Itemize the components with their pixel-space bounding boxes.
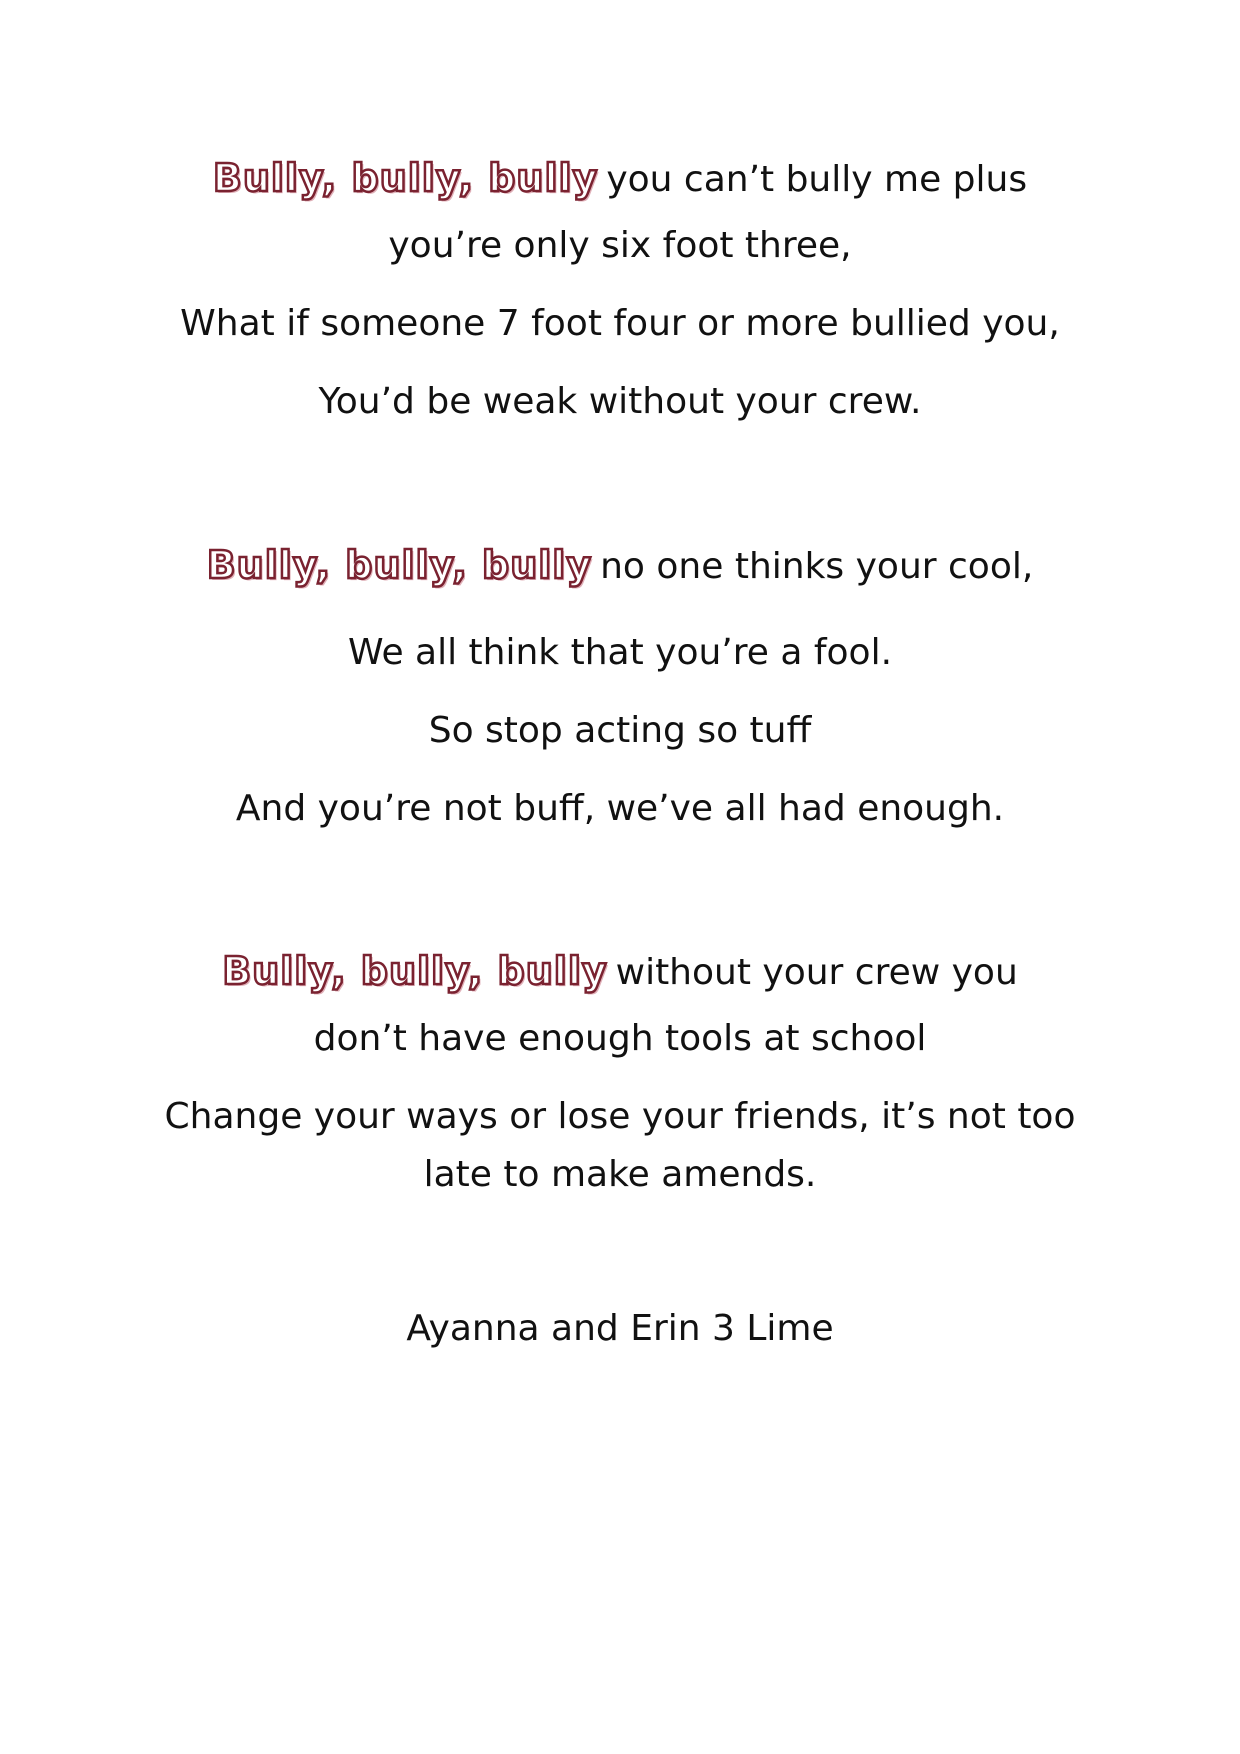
stanza3-line3: Change your ways or lose your friends, it’s not too <box>164 1096 1076 1137</box>
stanza2-wordart-title: Bully, bully, bully <box>206 543 593 587</box>
stanza3-wordart-title: Bully, bully, bully <box>222 949 608 993</box>
stanza1-line1 <box>0 153 1240 205</box>
stanza2-line1 <box>0 540 1240 592</box>
stanza3-line2: don’t have enough tools at school <box>313 1018 927 1059</box>
stanza1-line3: What if someone 7 foot four or more bullied you, <box>180 303 1060 344</box>
stanza2-line1-text: no one thinks your cool, <box>600 546 1034 587</box>
authors-credit: Ayanna and Erin 3 Lime <box>406 1308 834 1349</box>
stanza1-line2: you’re only six foot three, <box>388 225 852 266</box>
stanza3-line1-text: without your crew you <box>615 952 1018 993</box>
stanza1-line1-text: you can’t bully me plus <box>606 159 1028 200</box>
stanza2-line3: So stop acting so tuff <box>428 710 812 751</box>
stanza2-line2: We all think that you’re a fool. <box>347 632 893 673</box>
stanza1-wordart-title: Bully, bully, bully <box>212 156 599 200</box>
stanza1-line4: You’d be weak without your crew. <box>318 381 922 422</box>
stanza3-line1 <box>0 946 1240 998</box>
stanza3-line4: late to make amends. <box>423 1154 817 1195</box>
stanza2-line4: And you’re not buff, we’ve all had enough. <box>235 788 1005 829</box>
